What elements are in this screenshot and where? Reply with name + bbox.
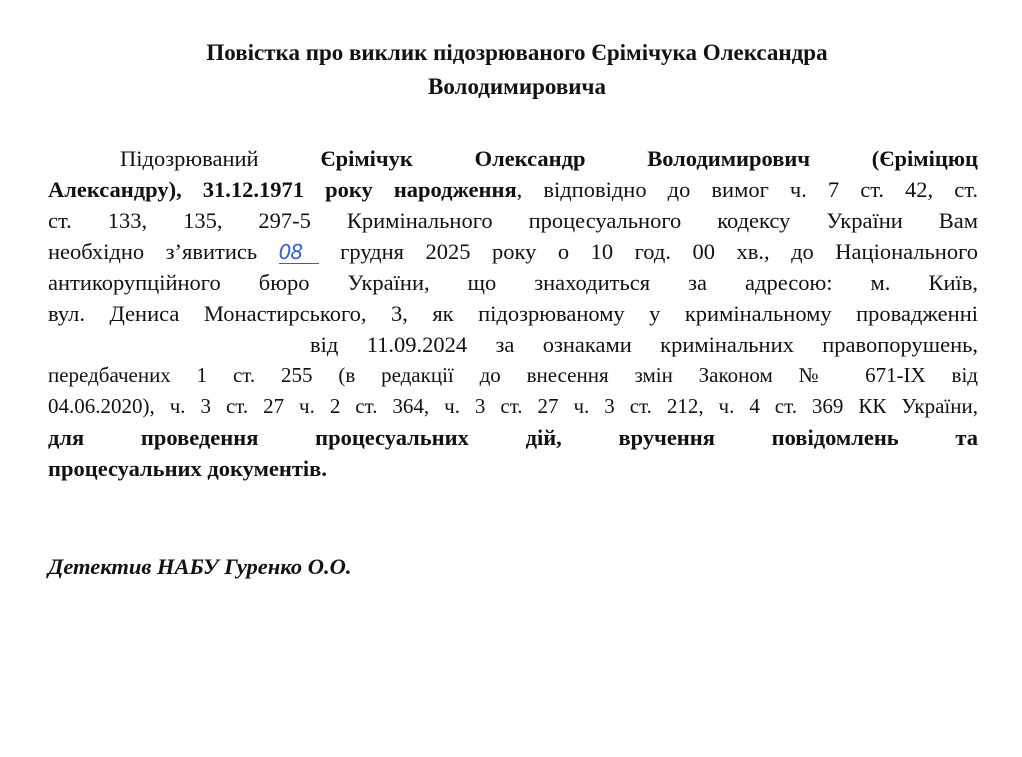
text-purpose: для проведення процесуальних дій, вручення повідомлень та <box>48 425 978 450</box>
paragraph-line-5: антикорупційного бюро України, що знаходиться за адресою: м. Київ, <box>48 270 978 295</box>
paragraph-line-9: 04.06.2020), ч. 3 ст. 27 ч. 2 ст. 364, ч. 3 ст. 27 ч. 3 ст. 212, ч. 4 ст. 369 КК України, <box>48 394 978 418</box>
detective-signature: Детектив НАБУ Гуренко О.О. <box>48 554 352 579</box>
paragraph-line-6: вул. Дениса Монастирського, 3, як підозрюваному у кримінальному провадженні <box>48 301 978 326</box>
title-line-1: Повістка про виклик підозрюваного Єрімічука Олександра <box>206 40 828 65</box>
text-suspect-label: Підозрюваний <box>120 146 321 171</box>
text-legal-basis: , відповідно до вимог ч. 7 ст. 42, ст. <box>516 177 978 202</box>
paragraph-line-2 <box>48 174 978 205</box>
text-suspect-name: Єрімічук Олександр Володимирович (Єріміцюц <box>320 146 978 171</box>
paragraph-line-7: від 11.09.2024 за ознаками кримінальних правопорушень, <box>310 332 978 357</box>
title-line-2: Володимировича <box>428 74 606 99</box>
paragraph-line-8: передбачених 1 ст. 255 (в редакції до внесення змін Законом № 671-IX від <box>48 363 978 387</box>
paragraph-line-4 <box>48 236 978 267</box>
text-date-time: грудня 2025 року о 10 год. 00 хв., до Національного <box>318 239 978 264</box>
handwritten-day: 08 <box>279 241 319 264</box>
paragraph-line-3: ст. 133, 135, 297-5 Кримінального процесуального кодексу України Вам <box>48 208 978 233</box>
paragraph-line-1 <box>48 143 978 174</box>
paragraph-line-10 <box>48 422 978 453</box>
text-purpose-end: процесуальних документів. <box>48 456 327 481</box>
document-title <box>100 36 934 104</box>
text-suspect-birth: Александру), 31.12.1971 року народження <box>48 177 517 202</box>
summons-paragraph <box>48 143 978 484</box>
text-appear: необхідно з’явитись <box>48 239 279 264</box>
paragraph-line-11 <box>48 453 978 484</box>
